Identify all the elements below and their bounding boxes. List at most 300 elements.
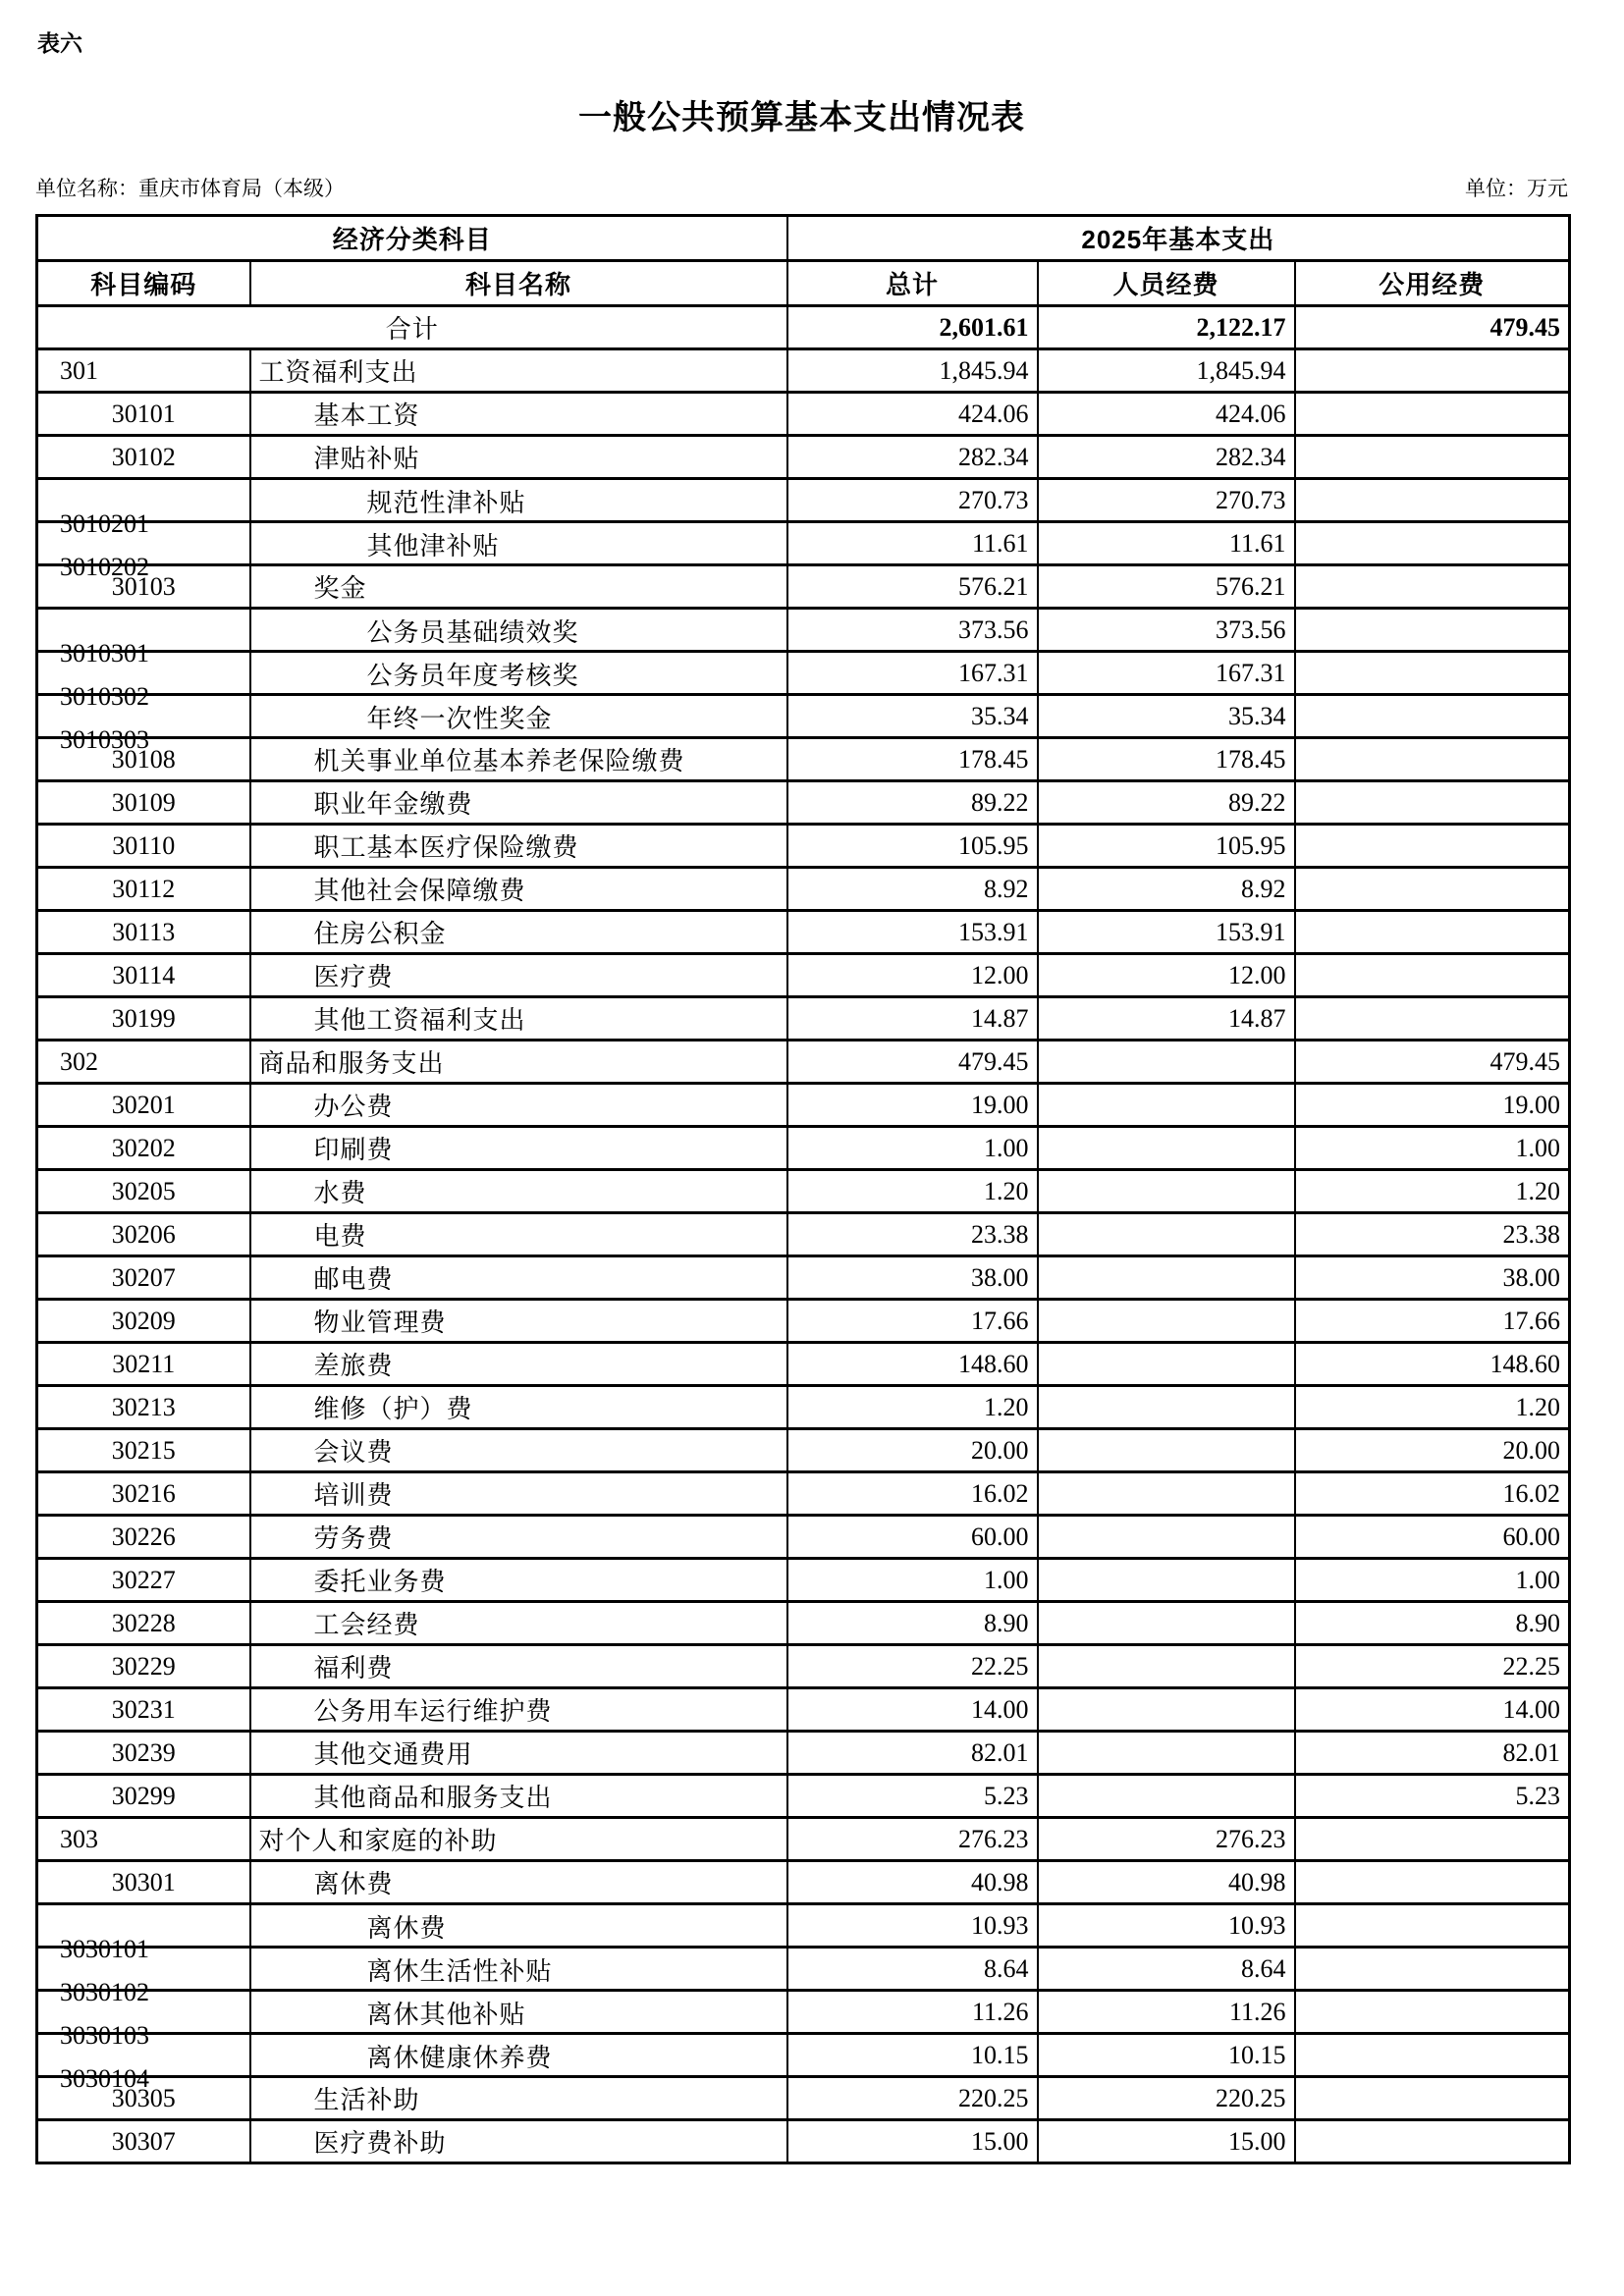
total-value-cell: 270.73 (787, 479, 1038, 522)
table-row (37, 1213, 1570, 1256)
subject-code-cell (37, 1516, 250, 1559)
subject-name-cell (250, 954, 787, 997)
public-value-cell (1295, 2120, 1570, 2163)
subject-name-cell (250, 479, 787, 522)
personnel-value-cell (1038, 1516, 1295, 1559)
subject-code-cell (37, 868, 250, 911)
personnel-value-cell: 270.73 (1038, 479, 1295, 522)
public-value-cell: 17.66 (1295, 1300, 1570, 1343)
subject-code: 30215 (111, 1435, 176, 1465)
public-value-cell: 8.90 (1295, 1602, 1570, 1645)
total-value-cell: 373.56 (787, 609, 1038, 652)
table-row (37, 1775, 1570, 1818)
table-row (37, 1904, 1570, 1948)
subject-name-cell (250, 911, 787, 954)
subject-name: 离休其他补贴 (366, 2001, 526, 2029)
public-value-cell (1295, 997, 1570, 1041)
total-value-cell: 89.22 (787, 781, 1038, 825)
public-value-cell: 1.00 (1295, 1559, 1570, 1602)
header-2025-basic-expenditure: 2025年基本支出 (787, 216, 1570, 261)
table-row (37, 1472, 1570, 1516)
table-row (37, 1127, 1570, 1170)
total-value-cell: 14.00 (787, 1688, 1038, 1732)
total-value-cell: 282.34 (787, 436, 1038, 479)
personnel-value-cell (1038, 1775, 1295, 1818)
personnel-value-cell (1038, 1041, 1295, 1084)
currency-unit-label: 单位：万元 (1465, 177, 1568, 200)
total-value-cell: 17.66 (787, 1300, 1038, 1343)
header-columns-row (37, 261, 1570, 306)
subject-code-cell (37, 997, 250, 1041)
subject-name: 津贴补贴 (313, 445, 420, 473)
public-value-cell (1295, 1818, 1570, 1861)
subject-code: 30108 (111, 744, 176, 774)
subject-code-cell (37, 609, 250, 667)
table-row (37, 1300, 1570, 1343)
public-value-cell (1295, 695, 1570, 738)
total-value-cell: 8.92 (787, 868, 1038, 911)
subject-name-cell (250, 609, 787, 652)
subject-code: 302 (60, 1046, 98, 1076)
total-value-cell: 8.64 (787, 1948, 1038, 1991)
total-value-cell: 1.00 (787, 1127, 1038, 1170)
subject-code-cell (37, 781, 250, 825)
public-value-cell: 60.00 (1295, 1516, 1570, 1559)
public-value-cell (1295, 652, 1570, 695)
table-row (37, 1516, 1570, 1559)
subject-name: 其他商品和服务支出 (313, 1784, 553, 1812)
total-value-cell: 153.91 (787, 911, 1038, 954)
subject-code: 30110 (112, 830, 176, 860)
header-total: 总计 (787, 261, 1038, 306)
subject-code-cell (37, 436, 250, 479)
subject-code: 3030102 (60, 1978, 149, 2006)
subject-name: 职业年金缴费 (313, 790, 473, 819)
subject-code: 30206 (111, 1219, 176, 1249)
total-value-cell: 276.23 (787, 1818, 1038, 1861)
subject-code: 30201 (111, 1090, 176, 1119)
subject-name: 离休费 (313, 1870, 394, 1898)
personnel-value-cell (1038, 1084, 1295, 1127)
subject-name: 福利费 (313, 1654, 394, 1682)
grand-total-public: 479.45 (1295, 306, 1570, 349)
subject-code-cell (37, 1732, 250, 1775)
table-row (37, 1732, 1570, 1775)
subject-name-cell (250, 738, 787, 781)
personnel-value-cell (1038, 1127, 1295, 1170)
subject-name-cell (250, 825, 787, 868)
subject-name: 其他津补贴 (366, 532, 500, 561)
personnel-value-cell (1038, 1732, 1295, 1775)
table-row (37, 522, 1570, 565)
subject-name-cell (250, 1559, 787, 1602)
total-value-cell: 479.45 (787, 1041, 1038, 1084)
table-row (37, 349, 1570, 393)
public-value-cell (1295, 565, 1570, 609)
subject-name: 其他工资福利支出 (313, 1006, 526, 1035)
total-value-cell: 1,845.94 (787, 349, 1038, 393)
subject-name: 奖金 (313, 574, 367, 603)
table-row (37, 738, 1570, 781)
subject-code: 30228 (111, 1608, 176, 1637)
subject-name-cell (250, 1818, 787, 1861)
subject-code: 30112 (112, 874, 176, 903)
total-value-cell: 5.23 (787, 1775, 1038, 1818)
total-value-cell: 424.06 (787, 393, 1038, 436)
subject-code: 30202 (111, 1133, 176, 1162)
total-value-cell: 38.00 (787, 1256, 1038, 1300)
public-value-cell (1295, 2034, 1570, 2077)
subject-code: 30207 (111, 1262, 176, 1292)
personnel-value-cell: 105.95 (1038, 825, 1295, 868)
personnel-value-cell: 8.64 (1038, 1948, 1295, 1991)
public-value-cell (1295, 1904, 1570, 1948)
public-value-cell (1295, 868, 1570, 911)
total-value-cell: 576.21 (787, 565, 1038, 609)
total-value-cell: 1.20 (787, 1170, 1038, 1213)
personnel-value-cell: 89.22 (1038, 781, 1295, 825)
subject-name: 劳务费 (313, 1524, 394, 1553)
table-row (37, 1386, 1570, 1429)
table-row (37, 1041, 1570, 1084)
total-value-cell: 1.20 (787, 1386, 1038, 1429)
public-value-cell (1295, 479, 1570, 522)
subject-name: 其他交通费用 (313, 1740, 473, 1769)
subject-code-cell (37, 911, 250, 954)
table-row (37, 825, 1570, 868)
total-value-cell: 148.60 (787, 1343, 1038, 1386)
total-value-cell: 10.15 (787, 2034, 1038, 2077)
total-value-cell: 15.00 (787, 2120, 1038, 2163)
public-value-cell: 1.00 (1295, 1127, 1570, 1170)
subject-code-cell (37, 1429, 250, 1472)
grand-total-label: 合计 (37, 306, 787, 349)
personnel-value-cell (1038, 1213, 1295, 1256)
public-value-cell: 23.38 (1295, 1213, 1570, 1256)
personnel-value-cell (1038, 1602, 1295, 1645)
subject-code: 30102 (111, 442, 176, 471)
personnel-value-cell: 35.34 (1038, 695, 1295, 738)
header-subject-name: 科目名称 (250, 261, 787, 306)
personnel-value-cell: 8.92 (1038, 868, 1295, 911)
subject-name-cell (250, 2034, 787, 2077)
personnel-value-cell: 282.34 (1038, 436, 1295, 479)
personnel-value-cell (1038, 1343, 1295, 1386)
header-subject-code: 科目编码 (37, 261, 250, 306)
table-row (37, 1256, 1570, 1300)
subject-code-cell (37, 954, 250, 997)
subject-code-cell (37, 1256, 250, 1300)
subject-name-cell (250, 1472, 787, 1516)
personnel-value-cell: 167.31 (1038, 652, 1295, 695)
total-value-cell: 22.25 (787, 1645, 1038, 1688)
public-value-cell: 38.00 (1295, 1256, 1570, 1300)
subject-name-cell (250, 695, 787, 738)
page-title: 一般公共预算基本支出情况表 (578, 99, 1025, 136)
personnel-value-cell: 1,845.94 (1038, 349, 1295, 393)
subject-name: 电费 (313, 1222, 367, 1251)
subject-name: 工会经费 (313, 1611, 420, 1639)
public-value-cell (1295, 911, 1570, 954)
total-value-cell: 8.90 (787, 1602, 1038, 1645)
public-value-cell (1295, 393, 1570, 436)
subject-name: 离休健康休养费 (366, 2044, 553, 2072)
subject-code-cell (37, 1084, 250, 1127)
subject-name-cell (250, 1516, 787, 1559)
total-value-cell: 10.93 (787, 1904, 1038, 1948)
subject-code-cell (37, 1861, 250, 1904)
public-value-cell (1295, 825, 1570, 868)
subject-name-cell (250, 1429, 787, 1472)
subject-code: 30231 (111, 1694, 176, 1724)
subject-name: 职工基本医疗保险缴费 (313, 833, 579, 862)
public-value-cell: 1.20 (1295, 1170, 1570, 1213)
public-value-cell: 20.00 (1295, 1429, 1570, 1472)
table-row (37, 1429, 1570, 1472)
public-value-cell: 16.02 (1295, 1472, 1570, 1516)
subject-name-cell (250, 436, 787, 479)
subject-code-cell (37, 1472, 250, 1516)
subject-name-cell (250, 1645, 787, 1688)
subject-code: 30103 (111, 571, 176, 601)
personnel-value-cell: 10.93 (1038, 1904, 1295, 1948)
subject-name: 年终一次性奖金 (366, 705, 553, 733)
subject-name: 会议费 (313, 1438, 394, 1467)
subject-code-cell (37, 1645, 250, 1688)
subject-name-cell (250, 1861, 787, 1904)
subject-name: 其他社会保障缴费 (313, 877, 526, 905)
total-value-cell: 40.98 (787, 1861, 1038, 1904)
subject-code: 30216 (111, 1478, 176, 1508)
personnel-value-cell: 12.00 (1038, 954, 1295, 997)
subject-code-cell (37, 2120, 250, 2163)
total-value-cell: 220.25 (787, 2077, 1038, 2120)
total-value-cell: 60.00 (787, 1516, 1038, 1559)
public-value-cell (1295, 781, 1570, 825)
subject-code: 30113 (112, 917, 176, 946)
personnel-value-cell (1038, 1688, 1295, 1732)
subject-name: 工资福利支出 (258, 358, 418, 387)
subject-code-cell (37, 1343, 250, 1386)
subject-name-cell (250, 2120, 787, 2163)
subject-name-cell (250, 1300, 787, 1343)
subject-code: 30211 (112, 1349, 176, 1378)
table-number-label: 表六 (37, 30, 82, 56)
subject-code-cell (37, 1300, 250, 1343)
personnel-value-cell: 373.56 (1038, 609, 1295, 652)
subject-name-cell (250, 393, 787, 436)
subject-code-cell (37, 1775, 250, 1818)
subject-code: 30114 (112, 960, 176, 989)
subject-code: 30229 (111, 1651, 176, 1681)
table-row (37, 1084, 1570, 1127)
subject-code: 30109 (111, 787, 176, 817)
personnel-value-cell: 15.00 (1038, 2120, 1295, 2163)
subject-name: 公务用车运行维护费 (313, 1697, 553, 1726)
total-value-cell: 11.61 (787, 522, 1038, 565)
subject-code: 30199 (111, 1003, 176, 1033)
public-value-cell: 82.01 (1295, 1732, 1570, 1775)
public-value-cell: 148.60 (1295, 1343, 1570, 1386)
subject-name-cell (250, 1343, 787, 1386)
grand-total-personnel: 2,122.17 (1038, 306, 1295, 349)
subject-code: 301 (60, 355, 98, 385)
personnel-value-cell: 14.87 (1038, 997, 1295, 1041)
subject-name: 印刷费 (313, 1136, 394, 1164)
grand-total-row (37, 306, 1570, 349)
table-row (37, 695, 1570, 738)
personnel-value-cell: 11.26 (1038, 1991, 1295, 2034)
total-value-cell: 14.87 (787, 997, 1038, 1041)
subject-code-cell (37, 1127, 250, 1170)
subject-code: 3030101 (60, 1935, 149, 1963)
total-value-cell: 82.01 (787, 1732, 1038, 1775)
subject-code: 30213 (111, 1392, 176, 1421)
public-value-cell (1295, 738, 1570, 781)
subject-name: 物业管理费 (313, 1308, 447, 1337)
personnel-value-cell: 11.61 (1038, 522, 1295, 565)
total-value-cell: 167.31 (787, 652, 1038, 695)
subject-name-cell (250, 1904, 787, 1948)
subject-name: 基本工资 (313, 401, 420, 430)
total-value-cell: 12.00 (787, 954, 1038, 997)
subject-code-cell (37, 1041, 250, 1084)
subject-code: 3010302 (60, 682, 149, 711)
subject-name-cell (250, 522, 787, 565)
subject-name: 商品和服务支出 (258, 1049, 445, 1078)
subject-name-cell (250, 1041, 787, 1084)
subject-code-cell (37, 1602, 250, 1645)
subject-code: 30209 (111, 1306, 176, 1335)
subject-code-cell (37, 1386, 250, 1429)
subject-code-cell (37, 479, 250, 538)
subject-code-cell (37, 1170, 250, 1213)
subject-code: 30239 (111, 1737, 176, 1767)
subject-code-cell (37, 1688, 250, 1732)
table-row (37, 1559, 1570, 1602)
subject-name-cell (250, 1732, 787, 1775)
table-row (37, 1688, 1570, 1732)
public-value-cell: 1.20 (1295, 1386, 1570, 1429)
total-value-cell: 16.02 (787, 1472, 1038, 1516)
personnel-value-cell (1038, 1472, 1295, 1516)
personnel-value-cell: 40.98 (1038, 1861, 1295, 1904)
subject-name-cell (250, 652, 787, 695)
subject-code: 30299 (111, 1781, 176, 1810)
table-row (37, 479, 1570, 522)
subject-name: 办公费 (313, 1093, 394, 1121)
subject-name-cell (250, 1084, 787, 1127)
table-row (37, 609, 1570, 652)
table-row (37, 781, 1570, 825)
subject-name: 生活补助 (313, 2086, 420, 2114)
total-value-cell: 178.45 (787, 738, 1038, 781)
personnel-value-cell (1038, 1645, 1295, 1688)
subject-code: 3010301 (60, 639, 149, 667)
header-public-funds: 公用经费 (1295, 261, 1570, 306)
subject-name: 住房公积金 (313, 920, 447, 948)
table-row (37, 2034, 1570, 2077)
subject-name-cell (250, 868, 787, 911)
subject-code: 303 (60, 1824, 98, 1853)
subject-code-cell (37, 349, 250, 393)
total-value-cell: 1.00 (787, 1559, 1038, 1602)
unit-info-row (35, 173, 1568, 202)
subject-code: 30301 (111, 1867, 176, 1896)
personnel-value-cell (1038, 1559, 1295, 1602)
subject-code: 30305 (111, 2083, 176, 2112)
header-group-row (37, 216, 1570, 261)
public-value-cell: 22.25 (1295, 1645, 1570, 1688)
subject-name: 医疗费 (313, 963, 394, 991)
subject-name: 培训费 (313, 1481, 394, 1510)
table-row (37, 911, 1570, 954)
subject-code: 30226 (111, 1522, 176, 1551)
header-economic-classification: 经济分类科目 (37, 216, 787, 261)
subject-name-cell (250, 1688, 787, 1732)
subject-code-cell (37, 1904, 250, 1963)
table-row (37, 868, 1570, 911)
subject-code: 3010201 (60, 509, 149, 538)
public-value-cell (1295, 436, 1570, 479)
public-value-cell: 19.00 (1295, 1084, 1570, 1127)
subject-name: 规范性津补贴 (366, 489, 526, 517)
subject-code: 3010202 (60, 553, 149, 581)
subject-name: 维修（护）费 (313, 1395, 473, 1423)
personnel-value-cell (1038, 1429, 1295, 1472)
subject-name: 差旅费 (313, 1352, 394, 1380)
subject-code: 3030104 (60, 2064, 149, 2093)
subject-name: 离休费 (366, 1914, 447, 1943)
subject-name-cell (250, 1991, 787, 2034)
table-row (37, 1645, 1570, 1688)
subject-name: 公务员基础绩效奖 (366, 618, 579, 647)
subject-code-cell (37, 393, 250, 436)
public-value-cell (1295, 1948, 1570, 1991)
personnel-value-cell: 10.15 (1038, 2034, 1295, 2077)
subject-code-cell (37, 825, 250, 868)
subject-code-cell (37, 1213, 250, 1256)
table-row (37, 954, 1570, 997)
subject-code: 30227 (111, 1565, 176, 1594)
public-value-cell (1295, 522, 1570, 565)
total-value-cell: 105.95 (787, 825, 1038, 868)
table-row (37, 2120, 1570, 2163)
personnel-value-cell (1038, 1170, 1295, 1213)
personnel-value-cell (1038, 1386, 1295, 1429)
subject-code: 3010303 (60, 725, 149, 754)
subject-name: 水费 (313, 1179, 367, 1207)
table-row (37, 1991, 1570, 2034)
personnel-value-cell: 424.06 (1038, 393, 1295, 436)
subject-name-cell (250, 1170, 787, 1213)
subject-name: 离休生活性补贴 (366, 1957, 553, 1986)
public-value-cell: 14.00 (1295, 1688, 1570, 1732)
unit-name-label: 单位名称：重庆市体育局（本级） (35, 177, 345, 200)
table-row (37, 1861, 1570, 1904)
grand-total-total: 2,601.61 (787, 306, 1038, 349)
total-value-cell: 11.26 (787, 1991, 1038, 2034)
subject-name-cell (250, 997, 787, 1041)
public-value-cell: 479.45 (1295, 1041, 1570, 1084)
subject-name-cell (250, 2077, 787, 2120)
subject-name: 公务员年度考核奖 (366, 662, 579, 690)
subject-code: 30101 (111, 399, 176, 428)
table-row (37, 652, 1570, 695)
total-value-cell: 19.00 (787, 1084, 1038, 1127)
subject-code: 3030103 (60, 2021, 149, 2050)
personnel-value-cell: 576.21 (1038, 565, 1295, 609)
